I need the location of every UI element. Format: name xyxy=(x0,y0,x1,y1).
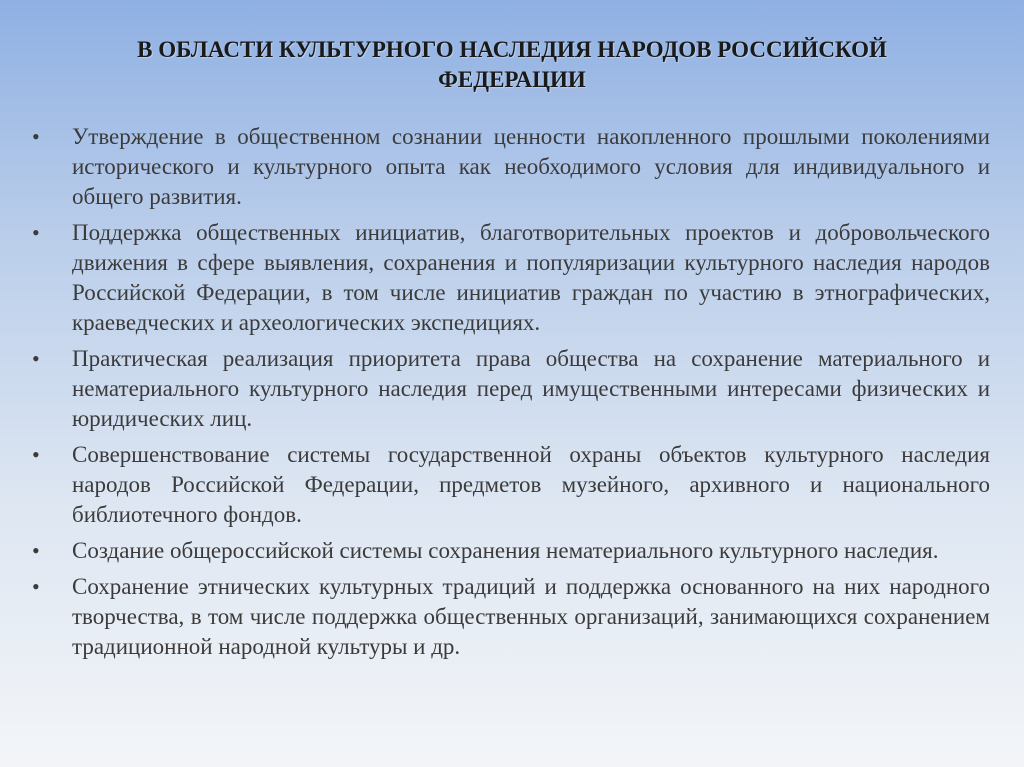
bullet-icon: • xyxy=(32,574,40,599)
slide-title-line-2: ФЕДЕРАЦИИ xyxy=(438,67,586,92)
list-item xyxy=(32,122,990,212)
list-item-text: Поддержка общественных инициатив, благотворительных проектов и добровольческого движения в сфере выявления, сохранения и популяризации культурного наследия народов Российской Федерации, в том числе инициатив граждан по участию в этнографических, краеведческих и археологических экспедициях. xyxy=(72,220,990,335)
bullet-icon: • xyxy=(32,442,40,467)
slide-title xyxy=(40,35,984,95)
list-item xyxy=(32,440,990,530)
list-item-text: Совершенствование системы государственной охраны объектов культурного наследия народов Российской Федерации, предметов музейного, архивного и национального библиотечного фондов. xyxy=(72,442,990,527)
bullet-icon: • xyxy=(32,220,40,245)
list-item-text: Создание общероссийской системы сохранения нематериального культурного наследия. xyxy=(72,538,939,563)
list-item-text: Практическая реализация приоритета права общества на сохранение материального и нематериального культурного наследия перед имущественными интересами физических и юридических лиц. xyxy=(72,346,990,431)
list-item xyxy=(32,218,990,338)
list-item-text: Утверждение в общественном сознании ценности накопленного прошлыми поколениями исторического и культурного опыта как необходимого условия для индивидуального и общего развития. xyxy=(72,124,990,209)
list-item xyxy=(32,572,990,662)
list-item xyxy=(32,536,990,566)
list-item xyxy=(32,344,990,434)
list-item-text: Сохранение этнических культурных традиций и поддержка основанного на них народного творчества, в том числе поддержка общественных организаций, занимающихся сохранением традиционной народной культуры и др. xyxy=(72,574,990,659)
bullet-icon: • xyxy=(32,124,40,149)
slide-title-line-1: В ОБЛАСТИ КУЛЬТУРНОГО НАСЛЕДИЯ НАРОДОВ РОССИЙСКОЙ xyxy=(137,37,887,62)
bullet-icon: • xyxy=(32,538,40,563)
bullet-list xyxy=(32,122,990,668)
bullet-icon: • xyxy=(32,346,40,371)
